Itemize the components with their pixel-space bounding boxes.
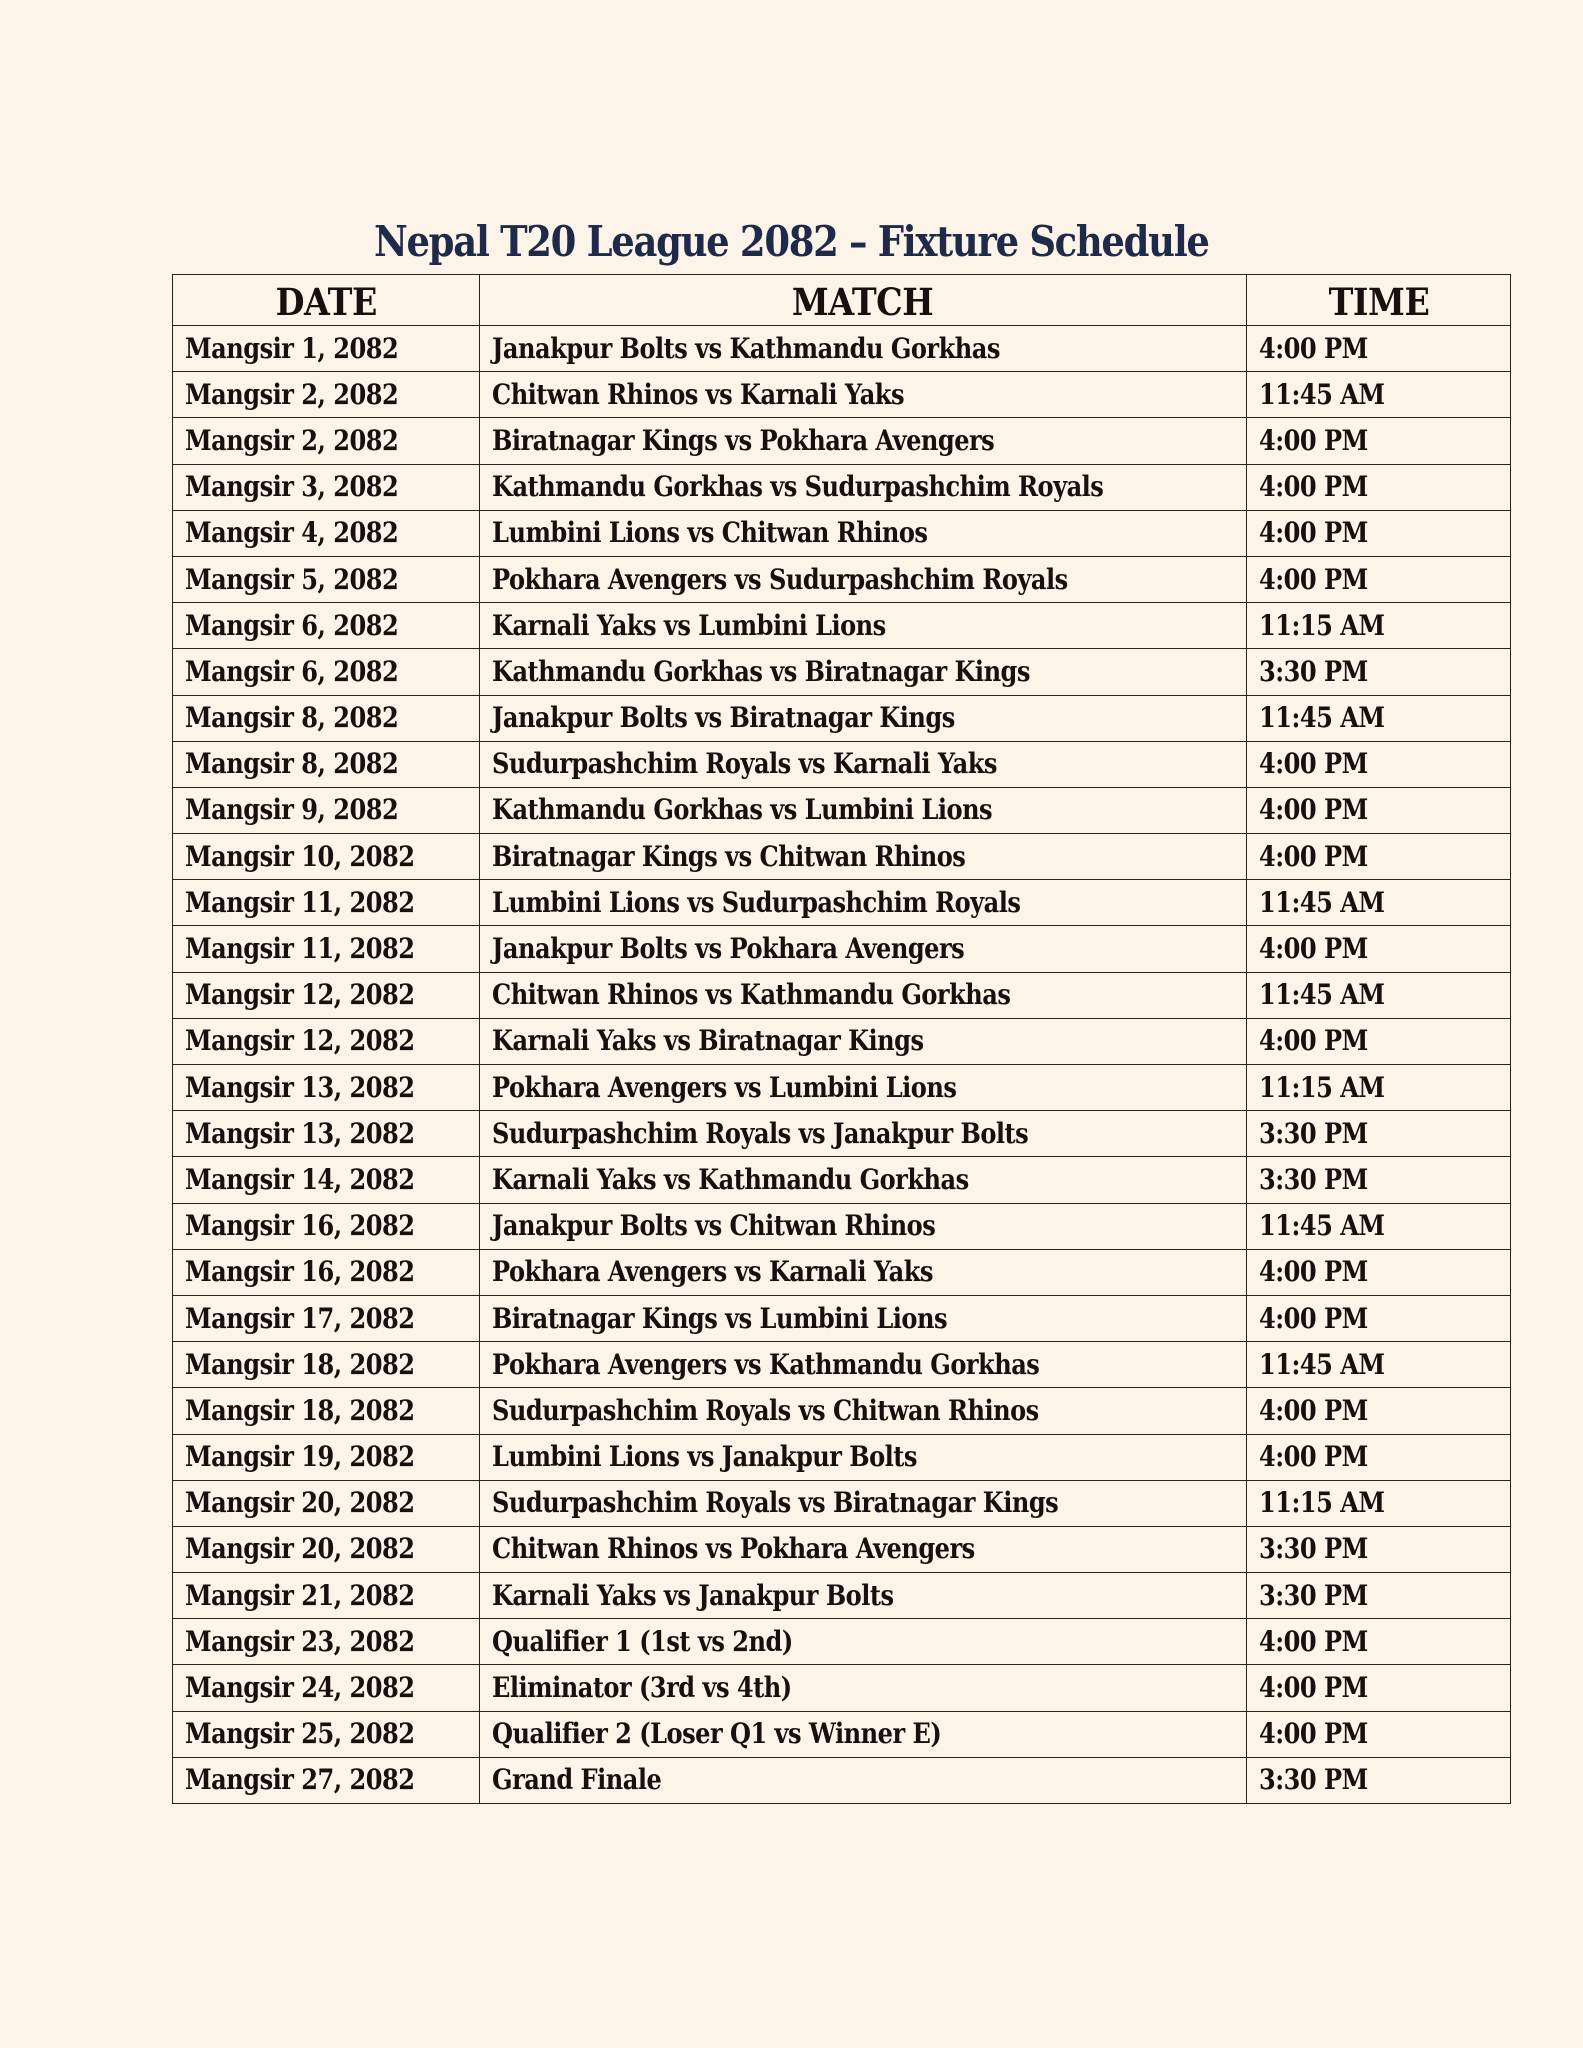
- date-cell-text: Mangsir 14, 2082: [185, 1162, 415, 1196]
- match-cell-text: Karnali Yaks vs Kathmandu Gorkhas: [492, 1162, 969, 1196]
- time-cell-text: 4:00 PM: [1259, 423, 1368, 457]
- match-cell: [480, 603, 1247, 649]
- time-cell: [1247, 1203, 1511, 1249]
- date-cell: [173, 1480, 480, 1526]
- date-cell-text: Mangsir 8, 2082: [185, 747, 399, 781]
- time-cell-text: 11:45 AM: [1259, 978, 1385, 1012]
- match-cell: [480, 326, 1247, 372]
- fixture-table: [172, 274, 1511, 1804]
- match-cell-text: Janakpur Bolts vs Chitwan Rhinos: [492, 1209, 936, 1243]
- match-cell: [480, 464, 1247, 510]
- table-row: [173, 649, 1511, 695]
- table-row: [173, 510, 1511, 556]
- date-cell: [173, 556, 480, 602]
- match-cell-text: Biratnagar Kings vs Chitwan Rhinos: [492, 839, 966, 873]
- match-cell-text: Janakpur Bolts vs Biratnagar Kings: [492, 701, 955, 735]
- time-cell: [1247, 372, 1511, 418]
- date-cell-text: Mangsir 6, 2082: [185, 654, 399, 688]
- time-cell-text: 4:00 PM: [1259, 747, 1368, 781]
- date-cell: [173, 1573, 480, 1619]
- column-header-match-label: MATCH: [792, 280, 934, 324]
- time-cell: [1247, 1526, 1511, 1572]
- date-cell-text: Mangsir 27, 2082: [185, 1763, 415, 1797]
- time-cell-text: 11:15 AM: [1259, 1486, 1385, 1520]
- date-cell-text: Mangsir 12, 2082: [185, 1024, 415, 1058]
- match-cell: [480, 418, 1247, 464]
- match-cell-text: Lumbini Lions vs Chitwan Rhinos: [492, 516, 928, 550]
- time-cell: [1247, 926, 1511, 972]
- match-cell-text: Qualifier 2 (Loser Q1 vs Winner E): [492, 1717, 942, 1751]
- match-cell: [480, 880, 1247, 926]
- time-cell-text: 11:15 AM: [1259, 1070, 1385, 1104]
- date-cell-text: Mangsir 16, 2082: [185, 1255, 415, 1289]
- match-cell-text: Kathmandu Gorkhas vs Biratnagar Kings: [492, 654, 1030, 688]
- time-cell: [1247, 1065, 1511, 1111]
- date-cell: [173, 1157, 480, 1203]
- column-header-time: [1247, 275, 1511, 326]
- time-cell-text: 3:30 PM: [1259, 1763, 1368, 1797]
- match-cell: [480, 1111, 1247, 1157]
- match-cell: [480, 1065, 1247, 1111]
- time-cell: [1247, 510, 1511, 556]
- match-cell: [480, 1573, 1247, 1619]
- date-cell-text: Mangsir 11, 2082: [185, 932, 415, 966]
- time-cell-text: 4:00 PM: [1259, 793, 1368, 827]
- match-cell: [480, 1388, 1247, 1434]
- time-cell: [1247, 1619, 1511, 1665]
- date-cell-text: Mangsir 24, 2082: [185, 1671, 415, 1705]
- table-row: [173, 326, 1511, 372]
- table-row: [173, 834, 1511, 880]
- time-cell-text: 4:00 PM: [1259, 932, 1368, 966]
- match-cell: [480, 1480, 1247, 1526]
- date-cell-text: Mangsir 13, 2082: [185, 1116, 415, 1150]
- table-row: [173, 1342, 1511, 1388]
- time-cell-text: 4:00 PM: [1259, 1301, 1368, 1335]
- match-cell-text: Chitwan Rhinos vs Pokhara Avengers: [492, 1532, 975, 1566]
- date-cell-text: Mangsir 9, 2082: [185, 793, 399, 827]
- time-cell-text: 3:30 PM: [1259, 1532, 1368, 1566]
- date-cell: [173, 1665, 480, 1711]
- time-cell-text: 4:00 PM: [1259, 1440, 1368, 1474]
- date-cell-text: Mangsir 3, 2082: [185, 470, 399, 504]
- date-cell: [173, 926, 480, 972]
- time-cell: [1247, 695, 1511, 741]
- table-row: [173, 926, 1511, 972]
- match-cell: [480, 556, 1247, 602]
- date-cell-text: Mangsir 16, 2082: [185, 1209, 415, 1243]
- fixture-table-body: [173, 326, 1511, 1804]
- date-cell-text: Mangsir 10, 2082: [185, 839, 415, 873]
- time-cell: [1247, 1757, 1511, 1803]
- date-cell-text: Mangsir 2, 2082: [185, 377, 399, 411]
- match-cell-text: Kathmandu Gorkhas vs Sudurpashchim Royals: [492, 470, 1104, 504]
- time-cell-text: 4:00 PM: [1259, 1024, 1368, 1058]
- match-cell-text: Biratnagar Kings vs Pokhara Avengers: [492, 423, 995, 457]
- time-cell: [1247, 464, 1511, 510]
- date-cell: [173, 1526, 480, 1572]
- match-cell-text: Karnali Yaks vs Janakpur Bolts: [492, 1578, 894, 1612]
- match-cell-text: Pokhara Avengers vs Sudurpashchim Royals: [492, 562, 1068, 596]
- time-cell-text: 4:00 PM: [1259, 562, 1368, 596]
- match-cell: [480, 1295, 1247, 1341]
- date-cell: [173, 741, 480, 787]
- time-cell: [1247, 880, 1511, 926]
- table-row: [173, 741, 1511, 787]
- time-cell-text: 11:15 AM: [1259, 608, 1385, 642]
- match-cell-text: Karnali Yaks vs Biratnagar Kings: [492, 1024, 924, 1058]
- date-cell: [173, 1295, 480, 1341]
- time-cell: [1247, 649, 1511, 695]
- time-cell-text: 11:45 AM: [1259, 885, 1385, 919]
- table-row: [173, 556, 1511, 602]
- time-cell: [1247, 1388, 1511, 1434]
- date-cell-text: Mangsir 23, 2082: [185, 1624, 415, 1658]
- time-cell-text: 3:30 PM: [1259, 654, 1368, 688]
- match-cell: [480, 741, 1247, 787]
- table-row: [173, 1757, 1511, 1803]
- date-cell-text: Mangsir 11, 2082: [185, 885, 415, 919]
- match-cell: [480, 834, 1247, 880]
- time-cell: [1247, 1018, 1511, 1064]
- table-row: [173, 1573, 1511, 1619]
- time-cell: [1247, 1665, 1511, 1711]
- date-cell: [173, 1111, 480, 1157]
- date-cell-text: Mangsir 13, 2082: [185, 1070, 415, 1104]
- match-cell-text: Sudurpashchim Royals vs Karnali Yaks: [492, 747, 997, 781]
- match-cell: [480, 926, 1247, 972]
- time-cell-text: 4:00 PM: [1259, 1717, 1368, 1751]
- table-row: [173, 1018, 1511, 1064]
- match-cell: [480, 1665, 1247, 1711]
- date-cell-text: Mangsir 19, 2082: [185, 1440, 415, 1474]
- match-cell-text: Sudurpashchim Royals vs Biratnagar Kings: [492, 1486, 1059, 1520]
- match-cell: [480, 1249, 1247, 1295]
- match-cell-text: Pokhara Avengers vs Karnali Yaks: [492, 1255, 933, 1289]
- time-cell: [1247, 1573, 1511, 1619]
- table-row: [173, 1526, 1511, 1572]
- table-row: [173, 464, 1511, 510]
- date-cell: [173, 880, 480, 926]
- match-cell: [480, 649, 1247, 695]
- table-row: [173, 1157, 1511, 1203]
- time-cell-text: 3:30 PM: [1259, 1162, 1368, 1196]
- table-row: [173, 372, 1511, 418]
- match-cell: [480, 1203, 1247, 1249]
- table-row: [173, 1203, 1511, 1249]
- table-row: [173, 1665, 1511, 1711]
- table-row: [173, 1111, 1511, 1157]
- match-cell-text: Biratnagar Kings vs Lumbini Lions: [492, 1301, 947, 1335]
- time-cell: [1247, 787, 1511, 833]
- match-cell-text: Pokhara Avengers vs Kathmandu Gorkhas: [492, 1347, 1040, 1381]
- table-row: [173, 1711, 1511, 1757]
- table-row: [173, 1619, 1511, 1665]
- column-header-time-label: TIME: [1328, 280, 1429, 324]
- match-cell-text: Grand Finale: [492, 1763, 662, 1797]
- match-cell: [480, 1526, 1247, 1572]
- table-row: [173, 972, 1511, 1018]
- match-cell-text: Janakpur Bolts vs Pokhara Avengers: [492, 932, 965, 966]
- date-cell: [173, 1434, 480, 1480]
- match-cell-text: Chitwan Rhinos vs Karnali Yaks: [492, 377, 905, 411]
- time-cell-text: 11:45 AM: [1259, 1347, 1385, 1381]
- date-cell-text: Mangsir 12, 2082: [185, 978, 415, 1012]
- time-cell-text: 3:30 PM: [1259, 1578, 1368, 1612]
- match-cell: [480, 1757, 1247, 1803]
- column-header-match: [480, 275, 1247, 326]
- table-row: [173, 1480, 1511, 1526]
- date-cell: [173, 1619, 480, 1665]
- time-cell-text: 4:00 PM: [1259, 1393, 1368, 1427]
- date-cell: [173, 326, 480, 372]
- column-header-date: [173, 275, 480, 326]
- match-cell: [480, 787, 1247, 833]
- time-cell-text: 4:00 PM: [1259, 331, 1368, 365]
- date-cell-text: Mangsir 20, 2082: [185, 1532, 415, 1566]
- match-cell-text: Eliminator (3rd vs 4th): [492, 1671, 792, 1705]
- time-cell: [1247, 1434, 1511, 1480]
- date-cell: [173, 464, 480, 510]
- time-cell: [1247, 741, 1511, 787]
- time-cell-text: 4:00 PM: [1259, 1255, 1368, 1289]
- date-cell-text: Mangsir 25, 2082: [185, 1717, 415, 1751]
- match-cell-text: Sudurpashchim Royals vs Chitwan Rhinos: [492, 1393, 1039, 1427]
- time-cell: [1247, 1295, 1511, 1341]
- match-cell: [480, 972, 1247, 1018]
- date-cell: [173, 834, 480, 880]
- match-cell: [480, 1434, 1247, 1480]
- time-cell-text: 11:45 AM: [1259, 377, 1385, 411]
- date-cell: [173, 1203, 480, 1249]
- time-cell-text: 11:45 AM: [1259, 701, 1385, 735]
- time-cell: [1247, 834, 1511, 880]
- date-cell: [173, 649, 480, 695]
- date-cell-text: Mangsir 18, 2082: [185, 1347, 415, 1381]
- date-cell: [173, 418, 480, 464]
- time-cell: [1247, 1111, 1511, 1157]
- time-cell: [1247, 418, 1511, 464]
- time-cell: [1247, 1342, 1511, 1388]
- time-cell: [1247, 556, 1511, 602]
- time-cell: [1247, 1157, 1511, 1203]
- match-cell-text: Janakpur Bolts vs Kathmandu Gorkhas: [492, 331, 1000, 365]
- date-cell: [173, 1711, 480, 1757]
- date-cell: [173, 1065, 480, 1111]
- column-header-date-label: DATE: [275, 280, 377, 324]
- table-row: [173, 1249, 1511, 1295]
- time-cell: [1247, 603, 1511, 649]
- time-cell-text: 4:00 PM: [1259, 1624, 1368, 1658]
- table-row: [173, 1388, 1511, 1434]
- time-cell-text: 4:00 PM: [1259, 470, 1368, 504]
- time-cell-text: 4:00 PM: [1259, 516, 1368, 550]
- match-cell: [480, 1342, 1247, 1388]
- date-cell: [173, 1757, 480, 1803]
- table-row: [173, 603, 1511, 649]
- match-cell: [480, 695, 1247, 741]
- match-cell: [480, 372, 1247, 418]
- date-cell-text: Mangsir 8, 2082: [185, 701, 399, 735]
- time-cell: [1247, 1480, 1511, 1526]
- date-cell: [173, 1342, 480, 1388]
- table-row: [173, 1434, 1511, 1480]
- match-cell: [480, 1018, 1247, 1064]
- match-cell-text: Qualifier 1 (1st vs 2nd): [492, 1624, 793, 1658]
- table-row: [173, 695, 1511, 741]
- date-cell-text: Mangsir 21, 2082: [185, 1578, 415, 1612]
- date-cell: [173, 972, 480, 1018]
- date-cell: [173, 695, 480, 741]
- time-cell: [1247, 1249, 1511, 1295]
- date-cell-text: Mangsir 4, 2082: [185, 516, 399, 550]
- table-row: [173, 1295, 1511, 1341]
- match-cell-text: Lumbini Lions vs Janakpur Bolts: [492, 1440, 917, 1474]
- time-cell-text: 4:00 PM: [1259, 1671, 1368, 1705]
- time-cell: [1247, 1711, 1511, 1757]
- date-cell-text: Mangsir 1, 2082: [185, 331, 399, 365]
- match-cell-text: Pokhara Avengers vs Lumbini Lions: [492, 1070, 957, 1104]
- match-cell: [480, 1711, 1247, 1757]
- time-cell: [1247, 326, 1511, 372]
- match-cell: [480, 1157, 1247, 1203]
- table-row: [173, 1065, 1511, 1111]
- date-cell: [173, 1018, 480, 1064]
- date-cell: [173, 603, 480, 649]
- match-cell-text: Karnali Yaks vs Lumbini Lions: [492, 608, 886, 642]
- date-cell-text: Mangsir 5, 2082: [185, 562, 399, 596]
- date-cell: [173, 1388, 480, 1434]
- match-cell-text: Kathmandu Gorkhas vs Lumbini Lions: [492, 793, 993, 827]
- table-row: [173, 787, 1511, 833]
- table-row: [173, 418, 1511, 464]
- time-cell-text: 11:45 AM: [1259, 1209, 1385, 1243]
- date-cell: [173, 787, 480, 833]
- table-header-row: [173, 275, 1511, 326]
- date-cell: [173, 510, 480, 556]
- date-cell-text: Mangsir 20, 2082: [185, 1486, 415, 1520]
- time-cell-text: 3:30 PM: [1259, 1116, 1368, 1150]
- date-cell: [173, 372, 480, 418]
- match-cell: [480, 1619, 1247, 1665]
- match-cell-text: Sudurpashchim Royals vs Janakpur Bolts: [492, 1116, 1029, 1150]
- match-cell-text: Chitwan Rhinos vs Kathmandu Gorkhas: [492, 978, 1011, 1012]
- date-cell-text: Mangsir 2, 2082: [185, 423, 399, 457]
- time-cell-text: 4:00 PM: [1259, 839, 1368, 873]
- table-row: [173, 880, 1511, 926]
- time-cell: [1247, 972, 1511, 1018]
- date-cell-text: Mangsir 17, 2082: [185, 1301, 415, 1335]
- date-cell: [173, 1249, 480, 1295]
- match-cell-text: Lumbini Lions vs Sudurpashchim Royals: [492, 885, 1021, 919]
- page-title: Nepal T20 League 2082 – Fixture Schedule: [374, 217, 1209, 267]
- match-cell: [480, 510, 1247, 556]
- date-cell-text: Mangsir 6, 2082: [185, 608, 399, 642]
- date-cell-text: Mangsir 18, 2082: [185, 1393, 415, 1427]
